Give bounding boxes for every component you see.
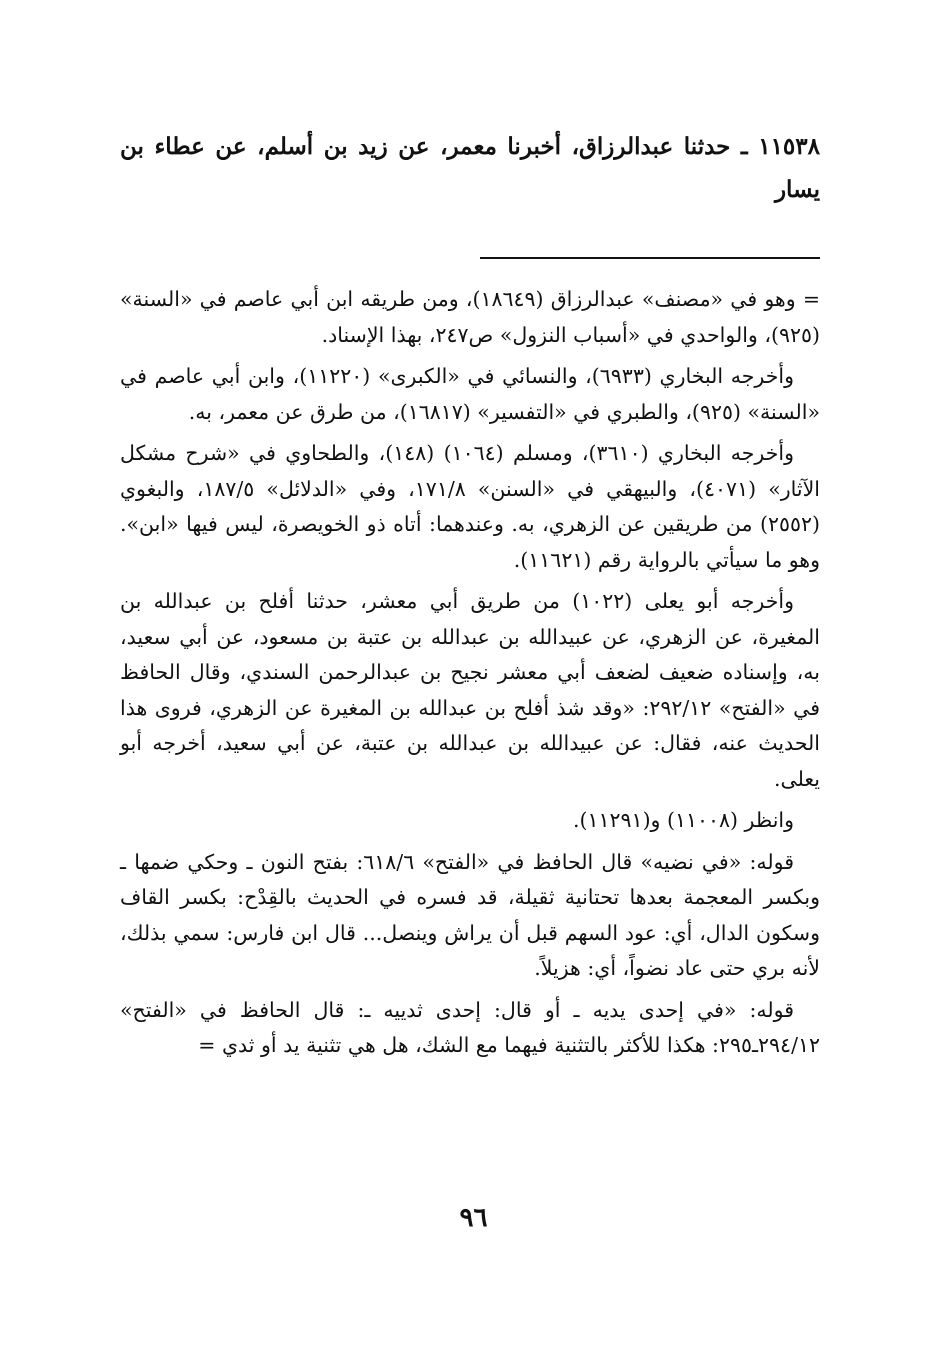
footnote-divider — [480, 257, 820, 259]
page-number: ٩٦ — [459, 1203, 488, 1233]
hadith-text: ١١٥٣٨ ـ حدثنا عبدالرزاق، أخبرنا معمر، عن زيد بن أسلم، عن عطاء بن يسار — [120, 133, 820, 203]
footnotes-block — [120, 282, 820, 1070]
hadith-text-block — [120, 125, 820, 211]
footnote-paragraph: قوله: «في نضيه» قال الحافظ في «الفتح» ٦١٨/٦: بفتح النون ـ وحكي ضمها ـ وبكسر المعجمة بعدها تحتانية ثقيلة، قد فسره في الحديث بالقِدْح: بكسر القاف وسكون الدال، أي: عود السهم قبل أن يراش وينصل... قال ابن فارس: سمي بذلك، لأنه بري حتى عاد نضواً، أي: هزيلاً. — [120, 849, 820, 980]
footnote-paragraph: قوله: «في إحدى يديه ـ أو قال: إحدى ثدييه ـ: قال الحافظ في «الفتح» ٢٩٤/١٢ـ٢٩٥: هكذا للأكثر بالتثنية فيهما مع الشك، هل هي تثنية يد أو ثدي = — [120, 997, 820, 1057]
footnote-paragraph: وأخرجه أبو يعلى (١٠٢٢) من طريق أبي معشر، حدثنا أفلح بن عبدالله بن المغيرة، عن الزهري، عن عبيدالله بن عبدالله بن عتبة بن مسعود، عن أبي سعيد، به، وإسناده ضعيف لضعف أبي معشر نجيح بن عبدالرحمن السندي، وقال الحافظ في «الفتح» ٢٩٢/١٢: «وقد شذ أفلح بن عبدالله بن المغيرة عن الزهري، فروى هذا الحديث عنه، فقال: عن عبيدالله بن عبدالله بن عتبة، عن أبي سعيد، أخرجه أبو يعلى. — [120, 589, 821, 791]
footnote-paragraph: وأخرجه البخاري (٣٦١٠)، ومسلم (١٠٦٤) (١٤٨)، والطحاوي في «شرح مشكل الآثار» (٤٠٧١)، والبيهقي في «السنن» ١٧١/٨، وفي «الدلائل» ١٨٧/٥، والبغوي (٢٥٥٢) من طريقين عن الزهري، به. وعندهما: أتاه ذو الخويصرة، ليس فيها «ابن». وهو ما سيأتي بالرواية رقم (١١٦٢١). — [120, 441, 820, 572]
footnote-paragraph: وأخرجه البخاري (٦٩٣٣)، والنسائي في «الكبرى» (١١٢٢٠)، وابن أبي عاصم في «السنة» (٩٢٥)، والطبري في «التفسير» (١٦٨١٧)، من طرق عن معمر، به. — [120, 364, 820, 424]
footnote-paragraph: وانظر (١١٠٠٨) و(١١٢٩١). — [572, 808, 794, 832]
footnote-paragraph: = وهو في «مصنف» عبدالرزاق (١٨٦٤٩)، ومن طريقه ابن أبي عاصم في «السنة» (٩٢٥)، والواحدي في «أسباب النزول» ص٢٤٧، بهذا الإسناد. — [120, 287, 821, 347]
